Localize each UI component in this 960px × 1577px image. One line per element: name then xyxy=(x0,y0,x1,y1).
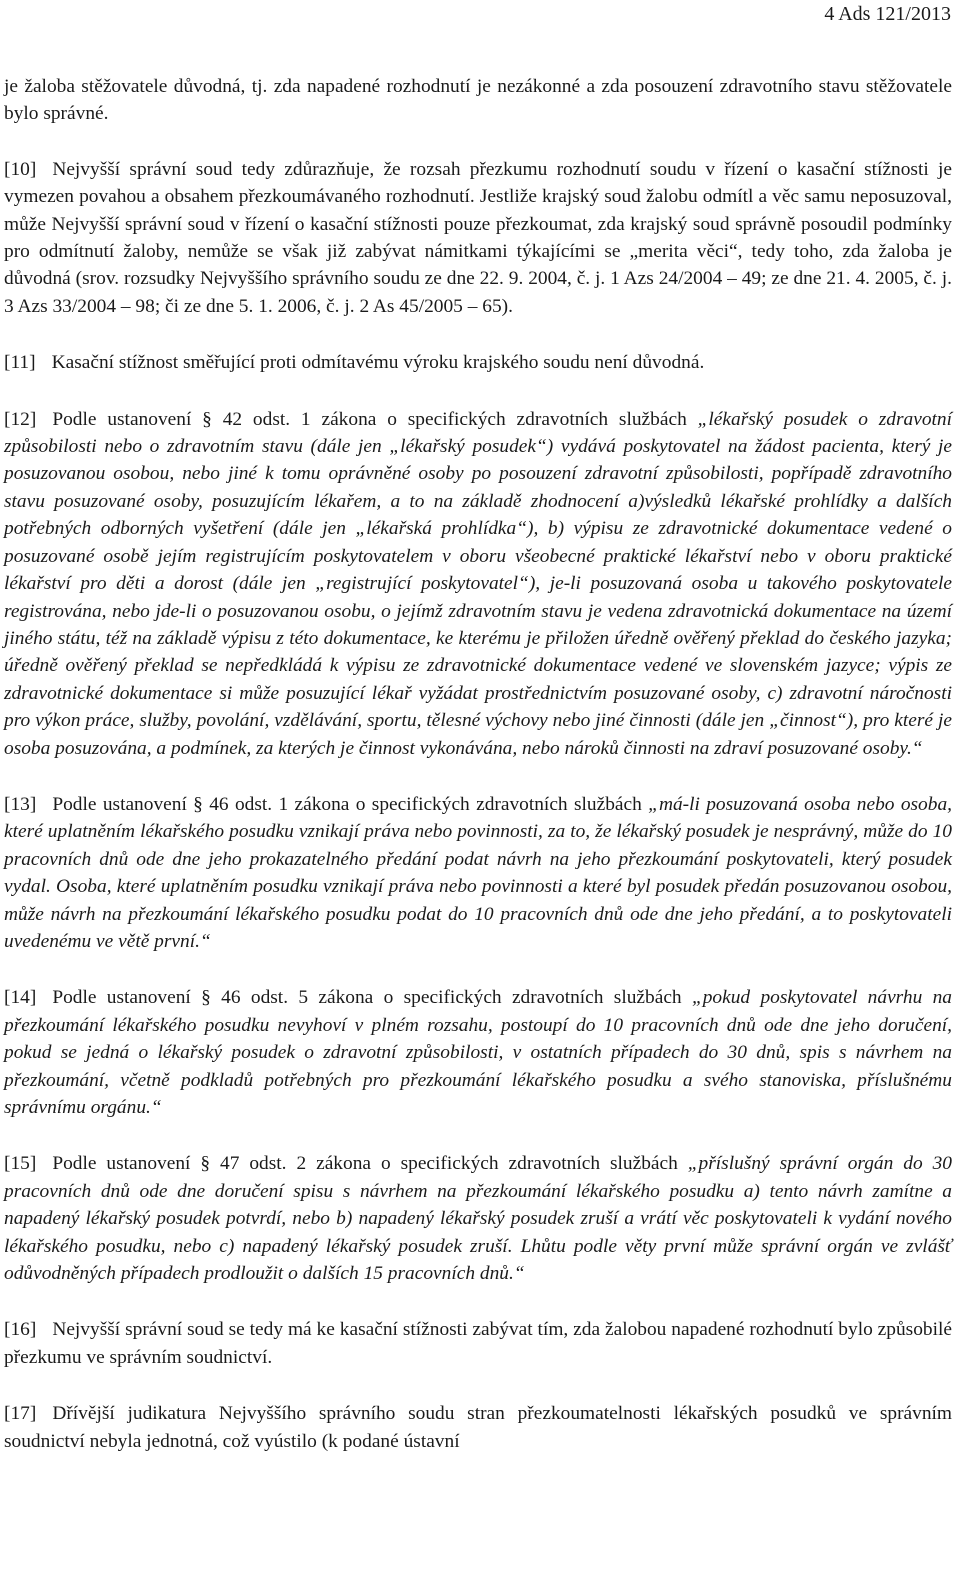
paragraph-text: je žaloba stěžovatele důvodná, tj. zda napadené rozhodnutí je nezákonné a zda posouzení zdravotního stavu stěžovatele bylo správné. xyxy=(4,76,952,125)
paragraph-lead: Podle ustanovení § 46 odst. 1 zákona o specifických zdravotních službách xyxy=(52,793,649,815)
paragraph-13 xyxy=(4,791,952,955)
paragraph-number: [14] xyxy=(4,987,37,1009)
paragraph-15 xyxy=(4,1150,952,1287)
paragraph-number: [12] xyxy=(4,408,37,430)
document-body xyxy=(4,73,952,1484)
paragraph-number: [11] xyxy=(4,352,36,374)
paragraph-continuation xyxy=(4,73,952,128)
paragraph-16 xyxy=(4,1316,952,1371)
paragraph-lead: Podle ustanovení § 42 odst. 1 zákona o specifických zdravotních službách xyxy=(52,408,698,430)
case-number: 4 Ads 121/2013 xyxy=(824,3,951,25)
paragraph-text: Kasační stížnost směřující proti odmítavému výroku krajského soudu není důvodná. xyxy=(51,352,705,374)
paragraph-text: Nejvyšší správní soud tedy zdůrazňuje, že rozsah přezkumu rozhodnutí soudu v řízení o kasační stížnosti je vymezen povahou a obsahem přezkoumávaného rozhodnutí. Jestliže krajský soud žalobu odmítl a věc samu neposuzoval, může Nejvyšší správní soud v řízení o kasační stížnosti pouze přezkoumat, zda krajský soud správně posoudil podmínky pro odmítnutí žaloby, nemůže se však již zabývat námitkami týkajícími se „merita věci“, tedy toho, zda žaloba je důvodná (srov. rozsudky Nejvyššího správního soudu ze dne 22. 9. 2004, č. j. 1 Azs 24/2004 – 49; ze dne 21. 4. 2005, č. j. 3 Azs 33/2004 – 98; či ze dne 5. 1. 2006, č. j. 2 As 45/2005 – 65). xyxy=(4,158,952,317)
statute-quote: „má-li posuzovaná osoba nebo osoba, které uplatněním lékařského posudku vznikají práva nebo povinnosti, za to, že lékařský posudek je nesprávný, může do 10 pracovních dnů ode dne jeho prokazatelného předání podat návrh na jeho přezkoumání poskytovateli, který posudek vydal. Osoba, které uplatněním posudku vznikají práva nebo povinnosti a které byl posudek předán posuzovanou osobou, může návrh na přezkoumání lékařského posudku podat do 10 pracovních dnů ode dne jeho předání, a to poskytovateli uvedenému ve větě první.“ xyxy=(4,793,952,952)
paragraph-lead: Podle ustanovení § 46 odst. 5 zákona o specifických zdravotních službách xyxy=(52,987,692,1009)
paragraph-number: [16] xyxy=(4,1319,37,1341)
paragraph-number: [15] xyxy=(4,1153,37,1175)
paragraph-number: [10] xyxy=(4,158,37,180)
paragraph-lead: Podle ustanovení § 47 odst. 2 zákona o specifických zdravotních službách xyxy=(52,1153,688,1175)
paragraph-14 xyxy=(4,984,952,1121)
paragraph-text: Nejvyšší správní soud se tedy má ke kasační stížnosti zabývat tím, zda žalobou napadené rozhodnutí bylo způsobilé přezkumu ve správním soudnictví. xyxy=(4,1319,952,1368)
paragraph-text: Dřívější judikatura Nejvyššího správního soudu stran přezkoumatelnosti lékařských posudků ve správním soudnictví nebyla jednotná, což vyústilo (k podané ústavní xyxy=(4,1403,952,1452)
paragraph-10 xyxy=(4,156,952,320)
statute-quote: „pokud poskytovatel návrhu na přezkoumání lékařského posudku nevyhoví v plném rozsahu, postoupí do 10 pracovních dnů ode dne jeho doručení, pokud se jedná o lékařský posudek o zdravotní způsobilosti, v ostatních případech do 30 dnů, spis s návrhem na přezkoumání, včetně podkladů potřebných pro přezkoumání lékařského posudku a svého stanoviska, příslušnému správnímu orgánu.“ xyxy=(4,987,952,1118)
statute-quote: „lékařský posudek o zdravotní způsobilosti nebo o zdravotním stavu (dále jen „lékařský posudek“) vydává poskytovatel na žádost pacienta, který je posuzovanou osobou, nebo jiné k tomu oprávněné osoby po posouzení zdravotní způsobilosti, popřípadě zdravotního stavu posuzované osoby, posuzujícím lékařem, a to na základě zhodnocení a)výsledků lékařské prohlídky a dalších potřebných odborných vyšetření (dále jen „lékařská prohlídka“), b) výpisu ze zdravotnické dokumentace vedené o posuzované osobě jejím registrujícím poskytovatelem v oboru všeobecné praktické lékařství nebo v oboru praktické lékařství pro děti a dorost (dále jen „registrující poskytovatel“), je-li posuzovaná osoba u takového poskytovatele registrována, nebo jde-li o posuzovanou osobu, o jejímž zdravotním stavu je vedena zdravotnická dokumentace na území jiného státu, též na základě výpisu z této dokumentace, ke kterému je přiložen úředně ověřený překlad do českého jazyka; úředně ověřený překlad se nepředkládá k výpisu ze zdravotnické dokumentace vedené ve slovenském jazyce; výpis ze zdravotnické dokumentace si může posuzující lékař vyžádat prostřednictvím posuzované osoby, c) zdravotní náročnosti pro výkon práce, služby, povolání, vzdělávání, sportu, tělesné výchovy nebo jiné činnosti (dále jen „činnost“), pro které je osoba posuzována, a podmínek, za kterých je činnost vykonávána, nebo nároků činnosti na zdraví posuzované osoby.“ xyxy=(4,408,952,759)
paragraph-number: [13] xyxy=(4,793,37,815)
paragraph-17 xyxy=(4,1400,952,1455)
paragraph-11 xyxy=(4,349,952,376)
paragraph-number: [17] xyxy=(4,1403,37,1425)
statute-quote: „příslušný správní orgán do 30 pracovních dnů ode dne doručení spisu s návrhem na přezkoumání lékařského posudku a) tento návrh zamítne a napadený lékařský posudek potvrdí, nebo b) napadený lékařský posudek zruší a vrátí věc poskytovateli k vydání nového lékařského posudku, nebo c) napadený lékařský posudek zruší. Lhůtu podle věty první může správní orgán ve zvlášť odůvodněných případech prodloužit o dalších 15 pracovních dnů.“ xyxy=(4,1153,952,1285)
paragraph-12 xyxy=(4,406,952,762)
